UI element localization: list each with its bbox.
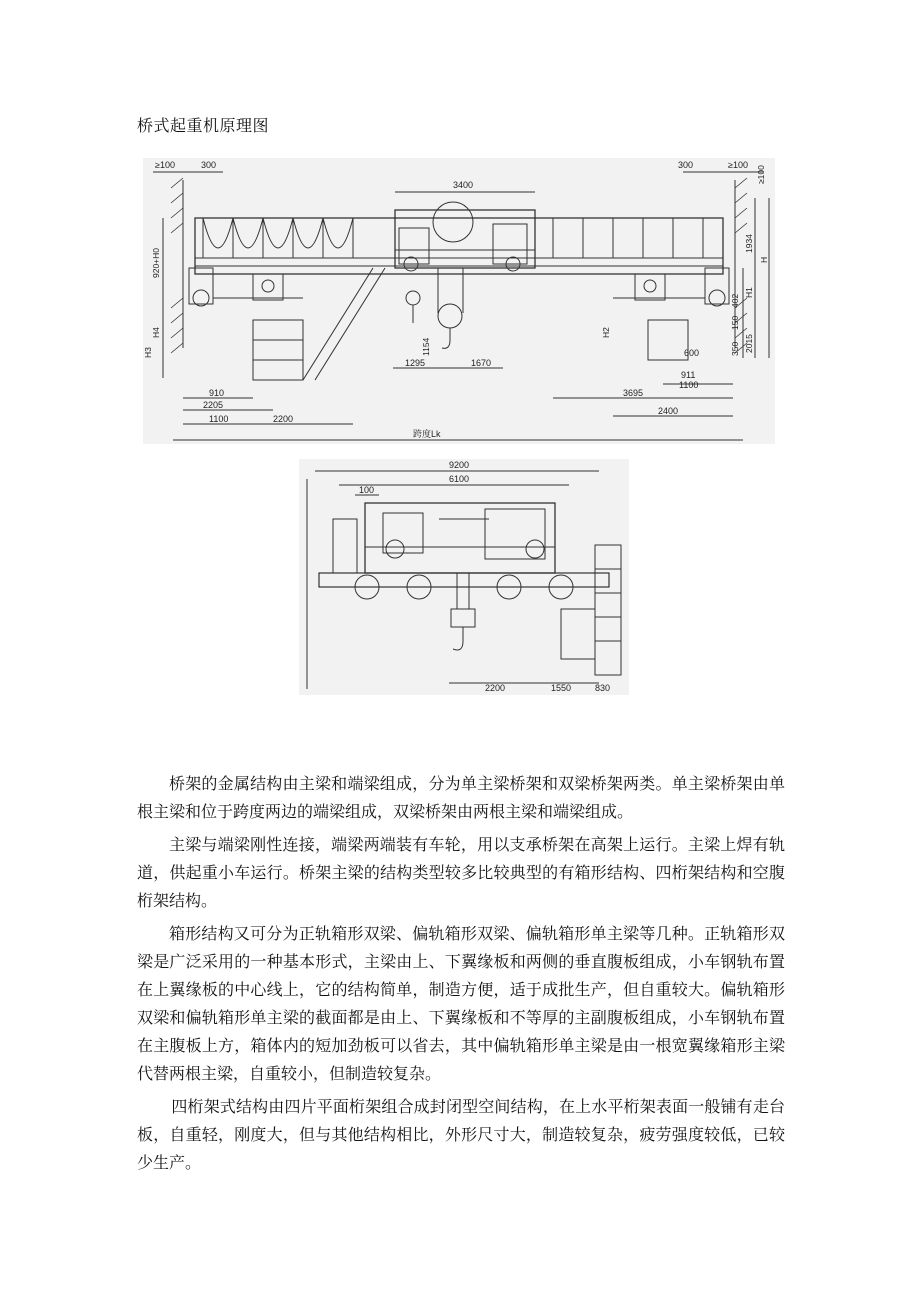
dim-label: 600 [684,348,700,358]
dim-label: H [759,256,769,263]
dim-label: 1934 [744,234,754,253]
dim-label: 1670 [471,358,492,368]
dim-label: 100 [359,485,375,495]
dim-label: 1154 [421,337,431,356]
dim-label: 2205 [203,400,224,410]
dim-label: 跨度Lk [413,429,441,439]
dim-label: H3 [143,347,153,358]
dim-label: 300 [678,160,694,170]
dim-label: 3695 [623,388,644,398]
page-title: 桥式起重机原理图 [137,116,270,135]
dim-label: 9200 [449,460,470,470]
dim-label: 2400 [658,406,679,416]
paragraph: 桥架的金属结构由主梁和端梁组成，分为单主梁桥架和双梁桥架两类。单主梁桥架由单根主梁和位于跨度两边的端梁组成，双梁桥架由两根主梁和端梁组成。 [137,774,785,821]
dim-label: 830 [595,683,611,693]
dim-label: 910 [209,388,225,398]
dim-label: H2 [601,327,611,338]
crane-side-elevation-drawing [299,459,629,695]
dim-label: 1100 [679,380,699,390]
dim-label: 1100 [209,414,229,424]
dim-label: 3400 [453,180,474,190]
paragraph: 箱形结构又可分为正轨箱形双梁、偏轨箱形双梁、偏轨箱形单主梁等几种。正轨箱形双梁是广泛采用的一种基本形式，主梁由上、下翼缘板和两侧的垂直腹板组成，小车钢轨布置在上翼缘板的中心线上，它的结构简单，制造方便，适于成批生产，但自重较大。偏轨箱形双梁和偏轨箱形单主梁的截面都是由上、下翼缘板和不等厚的主副腹板组成，小车钢轨布置在主腹板上方，箱体内的短加劲板可以省去，其中偏轨箱形单主梁是由一根宽翼缘箱形主梁代替两根主梁，自重较小，但制造较复杂。 [137,924,785,1083]
paragraph: 四桁架式结构由四片平面桁架组合成封闭型空间结构，在上水平桁架表面一般铺有走台板，自重轻，刚度大，但与其他结构相比，外形尺寸大，制造较复杂，疲劳强度较低，已较少生产。 [137,1097,785,1172]
dim-label: H4 [151,327,161,338]
dim-label: 1295 [405,358,426,368]
dim-label: 350 [730,341,740,356]
dim-label: 6100 [449,474,470,484]
dim-label: ≥100 [155,160,175,170]
paragraph: 主梁与端梁刚性连接，端梁两端装有车轮，用以支承桥架在高架上运行。主梁上焊有轨道，供起重小车运行。桥架主梁的结构类型较多比较典型的有箱形结构、四桁架结构和空腹桁架结构。 [137,835,785,910]
dim-label: H1 [744,287,754,298]
dim-label: 911 [681,370,696,380]
dim-label: ≥100 [756,165,766,184]
dim-label: 920+H0 [151,247,161,278]
dim-label: ≥100 [728,160,748,170]
dim-label: 2200 [485,683,506,693]
dim-label: 150 [730,315,740,330]
crane-front-elevation-drawing [143,158,775,444]
dim-label: 300 [201,160,217,170]
body-text [137,770,785,1182]
dim-label: 2200 [273,414,294,424]
dim-label: 402 [730,293,740,308]
dim-label: 1550 [551,683,572,693]
dim-label: 2015 [744,334,754,353]
